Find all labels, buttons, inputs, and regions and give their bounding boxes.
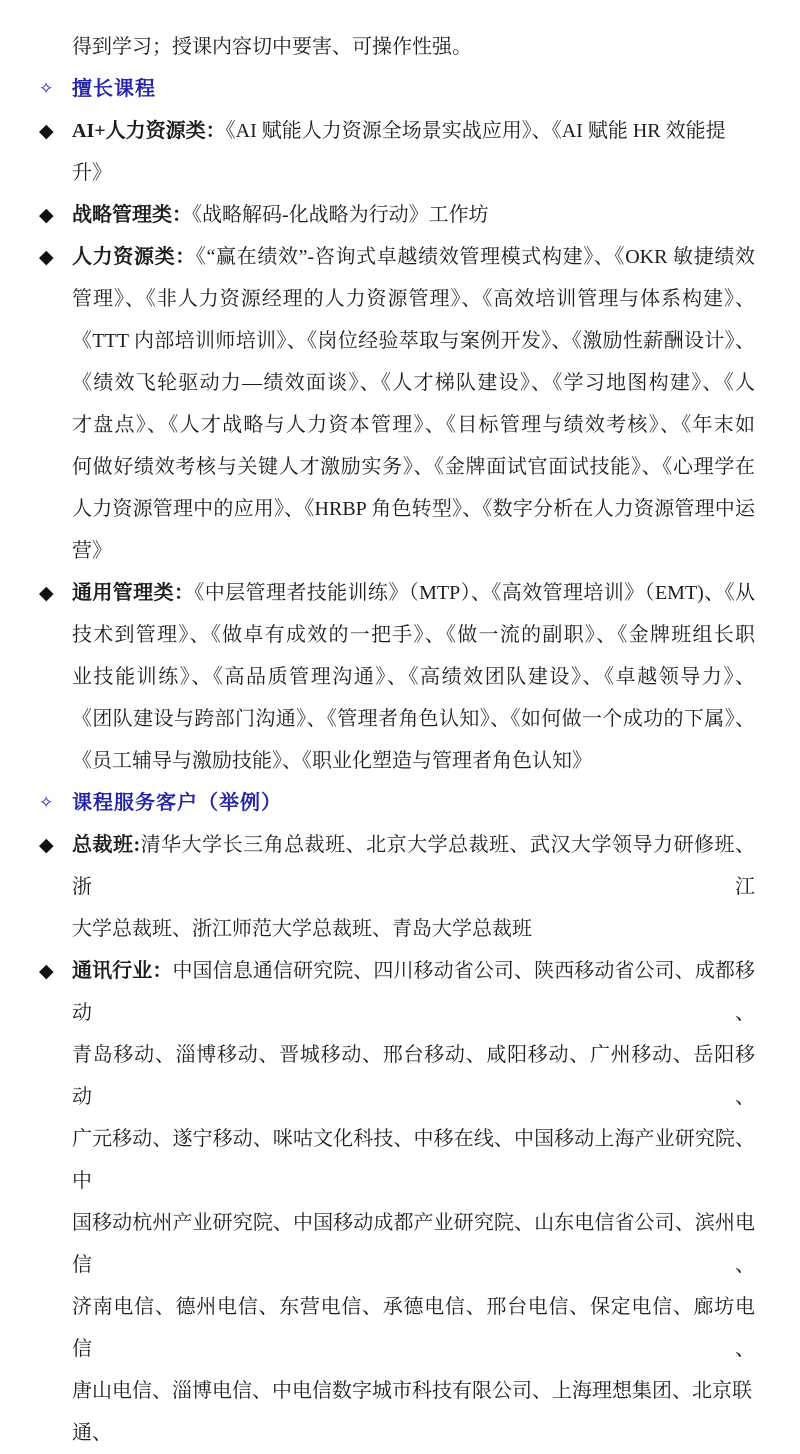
diamond-bullet-icon: ◆ (39, 120, 54, 142)
bullet-item (39, 194, 755, 236)
text-line: 人力资源管理中的应用》、《HRBP 角色转型》、《数字分析在人力资源管理中运 (72, 498, 755, 520)
text-line (72, 194, 755, 236)
bullet-item (39, 950, 756, 1454)
four-pointed-star-icon: ✧ (39, 793, 55, 813)
text-line: 《绩效飞轮驱动力—绩效面谈》、《人才梯队建设》、《学习地图构建》、《人 (72, 372, 755, 394)
text-line (72, 236, 755, 278)
bullet-item (39, 236, 756, 572)
diamond-bullet-icon: ◆ (39, 204, 54, 226)
four-pointed-star-icon: ✧ (39, 79, 55, 99)
bullet-label: 通用管理类： (72, 582, 195, 604)
section-heading (39, 782, 755, 824)
section-heading (39, 68, 755, 110)
text-line: 技术到管理》、《做卓有成效的一把手》、《做一流的副职》、《金牌班组长职 (72, 624, 755, 646)
diamond-bullet-icon: ◆ (39, 834, 54, 856)
text-line (72, 110, 755, 194)
text-line: 营》 (72, 540, 112, 562)
text-line: 《团队建设与跨部门沟通》、《管理者角色认知》、《如何做一个成功的下属》、 (72, 708, 755, 730)
section-heading-text: 课程服务客户（举例） (72, 792, 282, 814)
bullet-text: 清华大学长三角总裁班、北京大学总裁班、武汉大学领导力研修班、浙江 (72, 834, 755, 898)
bullet-label: 人力资源类： (72, 246, 196, 268)
text-line: 得到学习；授课内容切中要害、可操作性强。 (72, 36, 472, 58)
text-line: 管理》、《非人力资源经理的人力资源管理》、《高效培训管理与体系构建》、 (72, 288, 755, 310)
intro-paragraph (72, 26, 755, 68)
diamond-bullet-icon: ◆ (39, 582, 54, 604)
text-line: 国移动杭州产业研究院、中国移动成都产业研究院、山东电信省公司、滨州电信、 (72, 1212, 755, 1276)
text-line: 大学总裁班、浙江师范大学总裁班、青岛大学总裁班 (72, 918, 532, 940)
text-line (72, 824, 755, 908)
bullet-item (39, 824, 755, 950)
bullet-text: 《AI 赋能人力资源全场景实战应用》、《AI 赋能 HR 效能提升》 (72, 120, 726, 184)
bullet-text: 《“赢在绩效”-咨询式卓越绩效管理模式构建》、《OKR 敏捷绩效 (195, 246, 756, 268)
text-line (72, 572, 755, 614)
bullet-text: 《中层管理者技能训练》（MTP）、《高效管理培训》（EMT)、《从 (194, 582, 756, 604)
diamond-bullet-icon: ◆ (39, 960, 54, 982)
text-line: 《员工辅导与激励技能》、《职业化塑造与管理者角色认知》 (72, 750, 592, 772)
text-line: 才盘点》、《人才战略与人力资本管理》、《目标管理与绩效考核》、《年末如 (72, 414, 755, 436)
text-line: 唐山电信、淄博电信、中电信数字城市科技有限公司、上海理想集团、北京联通、 (72, 1380, 752, 1444)
bullet-text: 中国信息通信研究院、四川移动省公司、陕西移动省公司、成都移动、 (72, 960, 756, 1024)
text-line: 《TTT 内部培训师培训》、《岗位经验萃取与案例开发》、《激励性薪酬设计》、 (72, 330, 755, 352)
section-heading-text: 擅长课程 (72, 78, 156, 100)
text-line: 济南电信、德州电信、东营电信、承德电信、邢台电信、保定电信、廊坊电信、 (72, 1296, 755, 1360)
bullet-text: 《战略解码-化战略为行动》工作坊 (192, 204, 489, 226)
diamond-bullet-icon: ◆ (39, 246, 54, 268)
bullet-label: AI+人力资源类： (72, 120, 226, 142)
bullet-label: 总裁班: (72, 834, 141, 856)
text-line: 青岛移动、淄博移动、晋城移动、邢台移动、咸阳移动、广州移动、岳阳移动、 (72, 1044, 755, 1108)
text-line (72, 950, 755, 1034)
bullet-label: 战略管理类： (72, 204, 192, 226)
text-line: 何做好绩效考核与关键人才激励实务》、《金牌面试官面试技能》、《心理学在 (72, 456, 755, 478)
bullet-item (39, 110, 755, 194)
bullet-label: 通讯行业： (72, 960, 173, 982)
text-line: 广元移动、遂宁移动、咪咕文化科技、中移在线、中国移动上海产业研究院、中 (72, 1128, 755, 1192)
bullet-item (39, 572, 756, 782)
text-line: 业技能训练》、《高品质管理沟通》、《高绩效团队建设》、《卓越领导力》、 (72, 666, 755, 688)
